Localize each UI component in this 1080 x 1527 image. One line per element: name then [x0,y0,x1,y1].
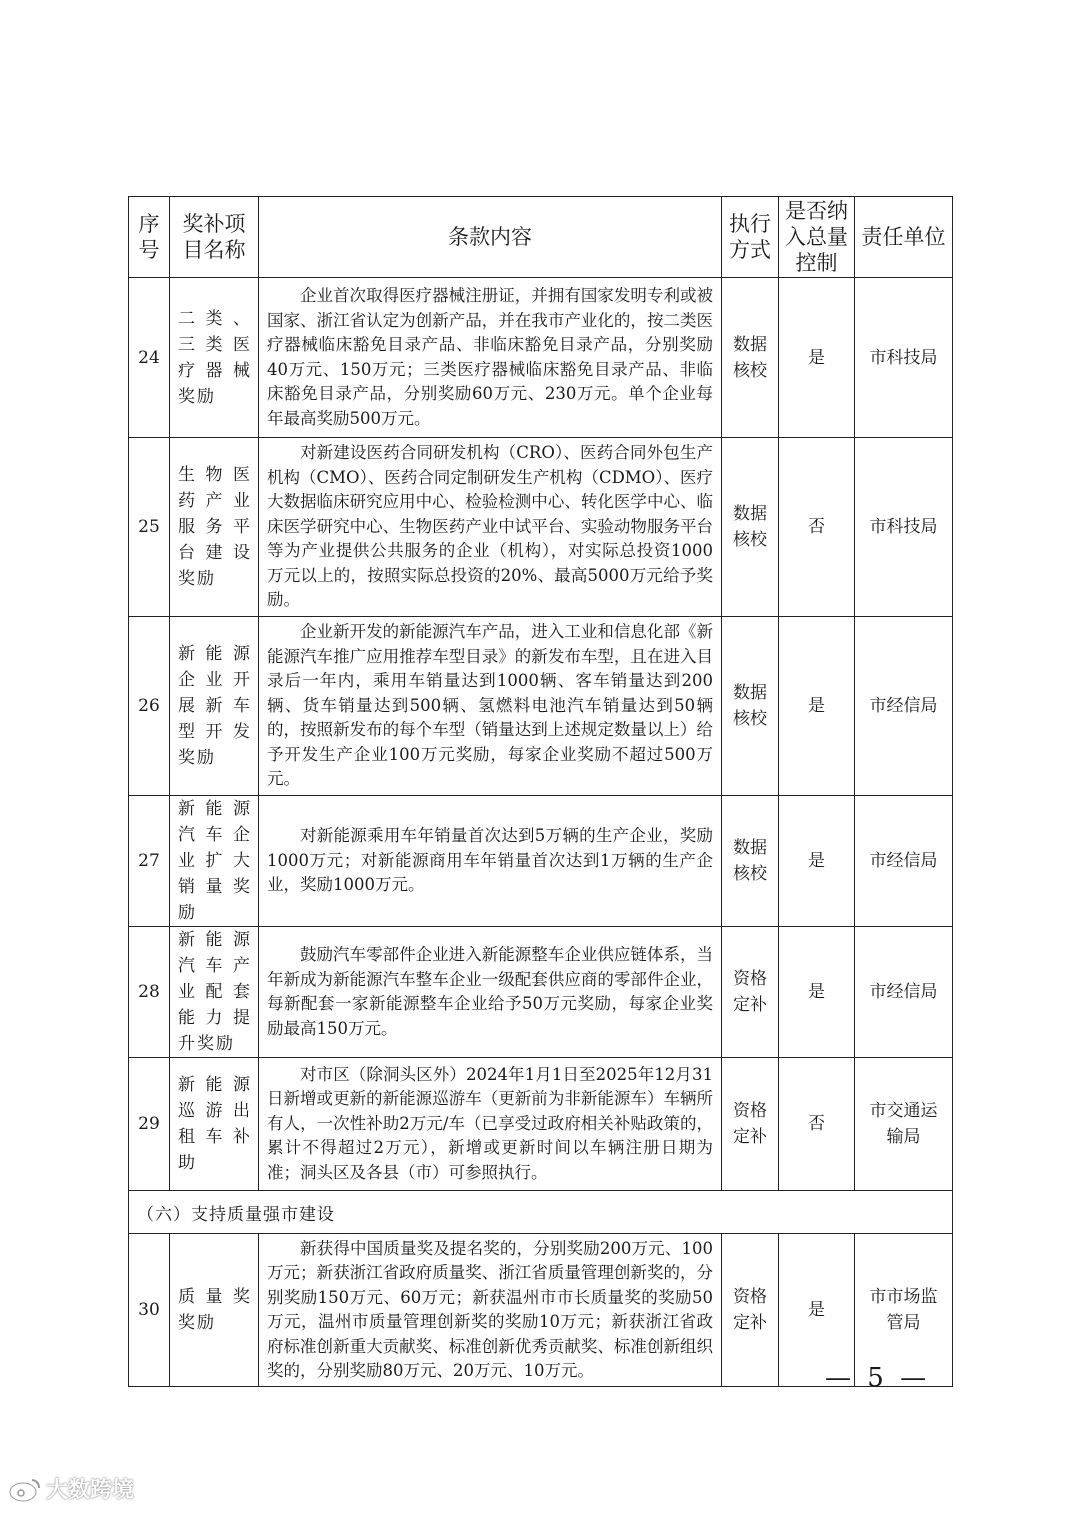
row-name: 生物医药产业服务平台建设奖励 [170,438,259,617]
header-content: 条款内容 [259,197,722,278]
table-row [129,927,953,1058]
row-content [259,278,722,438]
row-unit: 市科技局 [855,438,953,617]
row-content-text: 企业新开发的新能源汽车产品，进入工业和信息化部《新能源汽车推广应用推荐车型目录》的新发布车型，且在进入目录后一年内，乘用车销量达到1000辆、客车销量达到200辆、货车销量达到500辆、氢燃料电池汽车销量达到50辆的，按照新发布的每个车型（销量达到上述规定数量以上）给予开发生产企业100万元奖励，每家企业奖励不超过500万元。 [267,622,713,789]
row-content-text: 对新建设医药合同研发机构（CRO）、医药合同外包生产机构（CMO）、医药合同定制研发生产机构（CDMO）、医疗大数据临床研究应用中心、检验检测中心、转化医学中心、临床医学研究中心、生物医药产业中试平台、实验动物服务平台等为产业提供公共服务的企业（机构），对实际总投资1000万元以上的，按照实际总投资的20%、最高5000万元给予奖励。 [267,443,713,610]
row-no: 28 [129,927,170,1058]
weibo-icon [8,1476,42,1502]
row-no: 30 [129,1234,170,1387]
header-no: 序号 [129,197,170,278]
watermark-text: 大数跨境 [46,1478,135,1503]
row-mode: 数据核校 [722,278,779,438]
row-control: 否 [779,1058,855,1191]
section-row [129,1191,953,1234]
row-control: 是 [779,927,855,1058]
row-mode: 资格定补 [722,1234,779,1387]
row-no: 27 [129,796,170,927]
watermark [8,1473,134,1504]
row-name: 新能源企业开展新车型开发奖励 [170,617,259,796]
header-unit: 责任单位 [855,197,953,278]
row-content [259,438,722,617]
row-content [259,617,722,796]
row-content [259,1058,722,1191]
row-control: 否 [779,438,855,617]
row-unit: 市科技局 [855,278,953,438]
table-row [129,278,953,438]
row-unit: 市经信局 [855,927,953,1058]
row-name: 新能源汽车产业配套能力提升奖励 [170,927,259,1058]
row-control: 是 [779,278,855,438]
row-name: 新能源巡游出租车补助 [170,1058,259,1191]
row-unit: 市市场监管局 [855,1234,953,1387]
row-no: 24 [129,278,170,438]
row-control: 是 [779,617,855,796]
row-name: 二类、三类医疗器械奖励 [170,278,259,438]
row-content-text: 新获得中国质量奖及提名奖的，分别奖励200万元、100万元；新获浙江省政府质量奖、浙江省质量管理创新奖的，分别奖励150万元、60万元；新获温州市市长质量奖的奖励50万元，温州市质量管理创新奖的奖励10万元；新获浙江省政府标准创新重大贡献奖、标准创新优秀贡献奖、标准创新组织奖的，分别奖励80万元、20万元、10万元。 [267,1238,713,1380]
page-number: — 5 — [825,1363,931,1393]
row-mode: 数据核校 [722,617,779,796]
row-control: 是 [779,796,855,927]
row-unit: 市经信局 [855,796,953,927]
row-mode: 资格定补 [722,1058,779,1191]
row-no: 29 [129,1058,170,1191]
row-mode: 数据核校 [722,796,779,927]
table-row [129,1058,953,1191]
policy-table [128,196,953,1387]
header-row [129,197,953,278]
row-name: 新能源汽车企业扩大销量奖励 [170,796,259,927]
row-content [259,1234,722,1387]
row-content-text: 企业首次取得医疗器械注册证，并拥有国家发明专利或被国家、浙江省认定为创新产品，并在我市产业化的，按二类医疗器械临床豁免目录产品、非临床豁免目录产品，分别奖励40万元、150万元；三类医疗器械临床豁免目录产品、非临床豁免目录产品，分别奖励60万元、230万元。单个企业每年最高奖励500万元。 [267,286,713,428]
row-content-text: 鼓励汽车零部件企业进入新能源整车企业供应链体系，当年新成为新能源汽车整车企业一级配套供应商的零部件企业，每新配套一家新能源整车企业给予50万元奖励，每家企业奖励最高150万元。 [267,945,713,1038]
section-title: （六）支持质量强市建设 [129,1191,953,1234]
table-row [129,617,953,796]
header-control: 是否纳入总量控制 [779,197,855,278]
row-unit: 市交通运输局 [855,1058,953,1191]
row-name: 质量奖奖励 [170,1234,259,1387]
row-control: 是 [779,1234,855,1387]
row-mode: 数据核校 [722,438,779,617]
row-content-text: 对市区（除洞头区外）2024年1月1日至2025年12月31日新增或更新的新能源巡游车（更新前为非新能源车）车辆所有人，一次性补助2万元/车（已享受过政府相关补贴政策的，累计不得超过2万元），新增或更新时间以车辆注册日期为准；洞头区及各县（市）可参照执行。 [267,1064,713,1182]
row-content [259,927,722,1058]
row-no: 25 [129,438,170,617]
row-unit: 市经信局 [855,617,953,796]
header-mode: 执行方式 [722,197,779,278]
table-row [129,796,953,927]
row-mode: 资格定补 [722,927,779,1058]
row-no: 26 [129,617,170,796]
row-content-text: 对新能源乘用车年销量首次达到5万辆的生产企业，奖励1000万元；对新能源商用车年销量首次达到1万辆的生产企业，奖励1000万元。 [267,826,713,895]
header-name: 奖补项目名称 [170,197,259,278]
row-content [259,796,722,927]
table-row [129,438,953,617]
